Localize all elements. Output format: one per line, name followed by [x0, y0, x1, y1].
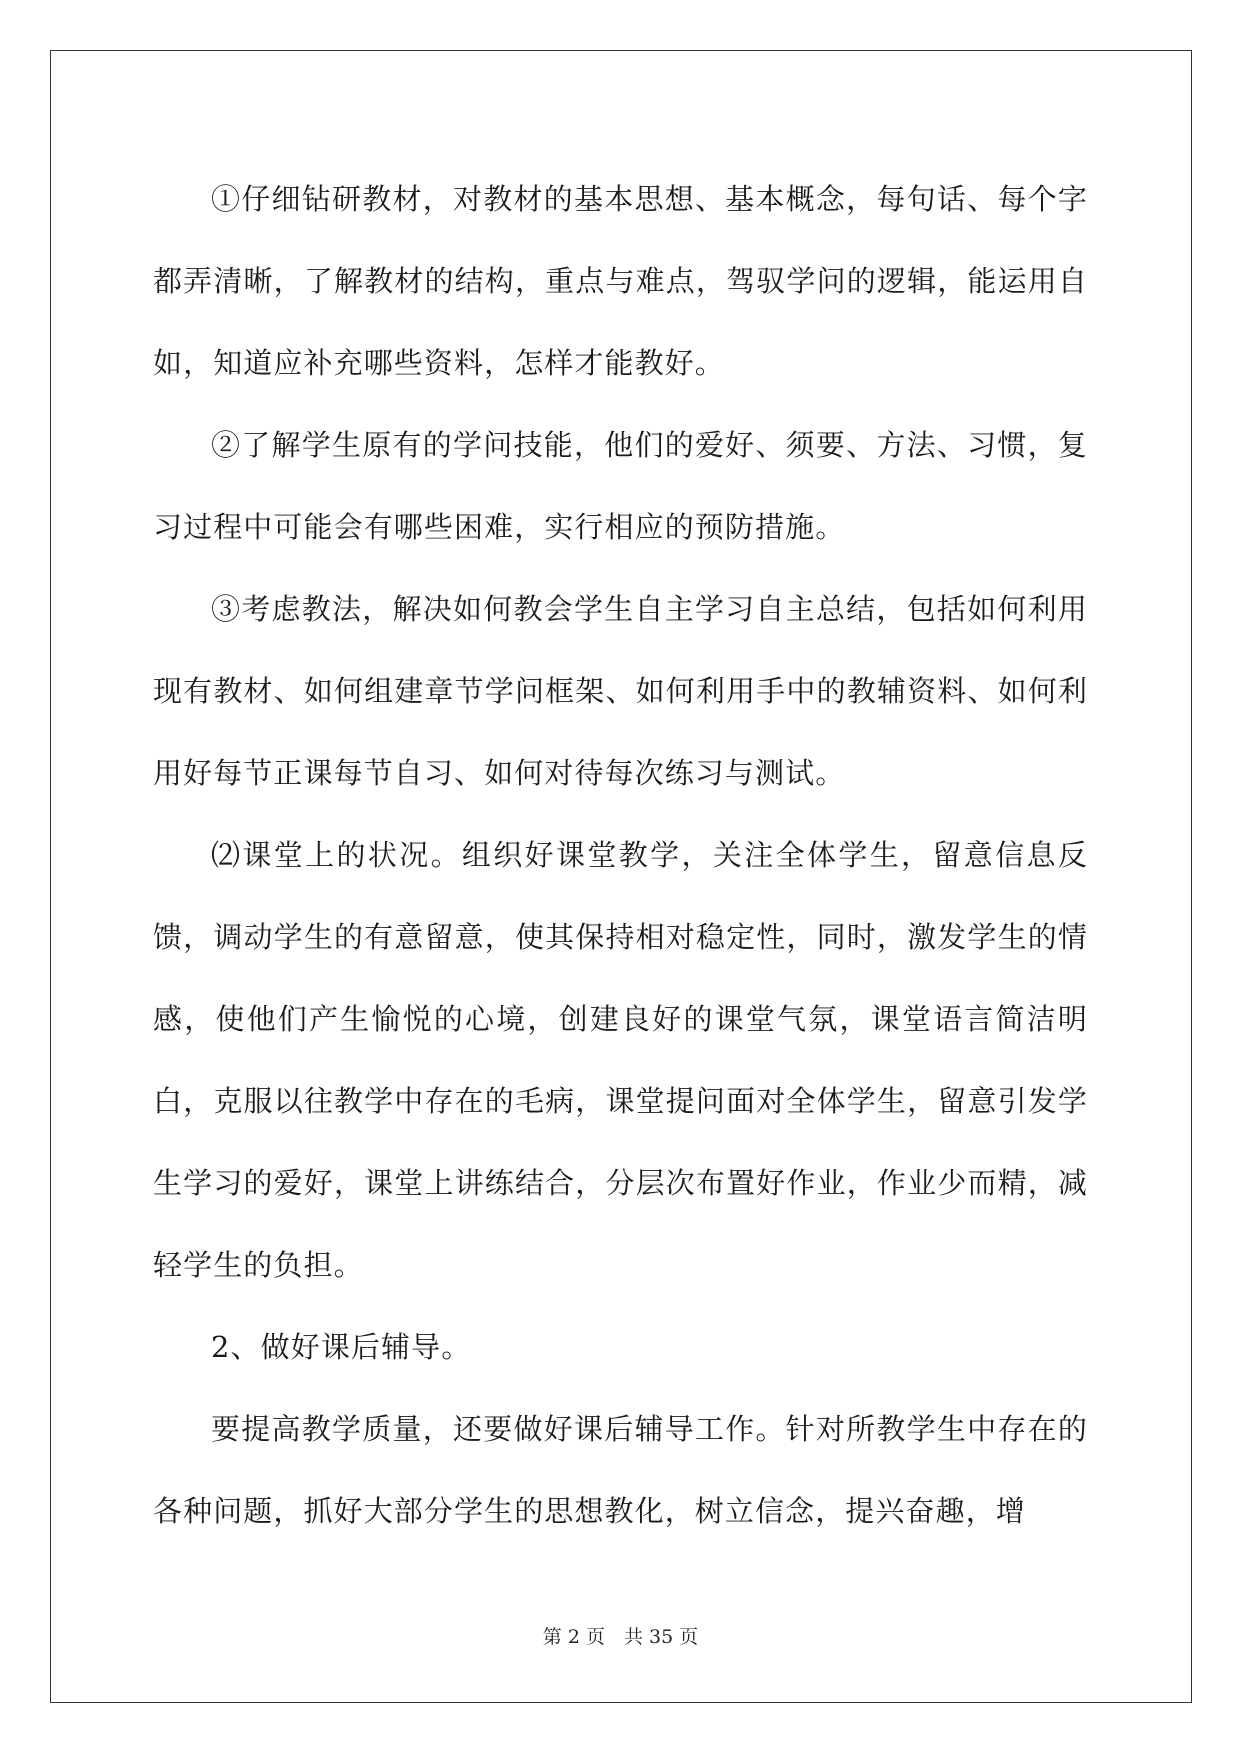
paragraph-4: ⑵课堂上的状况。组织好课堂教学，关注全体学生，留意信息反馈，调动学生的有意留意，使其保持相对稳定性，同时，激发学生的情感，使他们产生愉悦的心境，创建良好的课堂气氛，课堂语言简洁明白，克服以往教学中存在的毛病，课堂提问面对全体学生，留意引发学生学习的爱好，课堂上讲练结合，分层次布置好作业，作业少而精，减轻学生的负担。 [153, 838, 1088, 1282]
paragraph-1: ①仔细钻研教材，对教材的基本思想、基本概念，每句话、每个字都弄清晰，了解教材的结构，重点与难点，驾驭学问的逻辑，能运用自如，知道应补充哪些资料，怎样才能教好。 [153, 182, 1088, 380]
paragraph-6: 要提高教学质量，还要做好课后辅导工作。针对所教学生中存在的各种问题，抓好大部分学生的思想教化，树立信念，提兴奋趣，增 [153, 1412, 1088, 1528]
document-body [153, 158, 1088, 1552]
paragraph-3: ③考虑教法，解决如何教会学生自主学习自主总结，包括如何利用现有教材、如何组建章节学问框架、如何利用手中的教辅资料、如何利用好每节正课每节自习、如何对待每次练习与测试。 [153, 592, 1088, 790]
paragraph-5: 2、做好课后辅导。 [211, 1330, 472, 1364]
page-number-footer: 第 2 页 共 35 页 [542, 1626, 699, 1648]
paragraph-2: ②了解学生原有的学问技能，他们的爱好、须要、方法、习惯，复习过程中可能会有哪些困难，实行相应的预防措施。 [153, 428, 1088, 544]
